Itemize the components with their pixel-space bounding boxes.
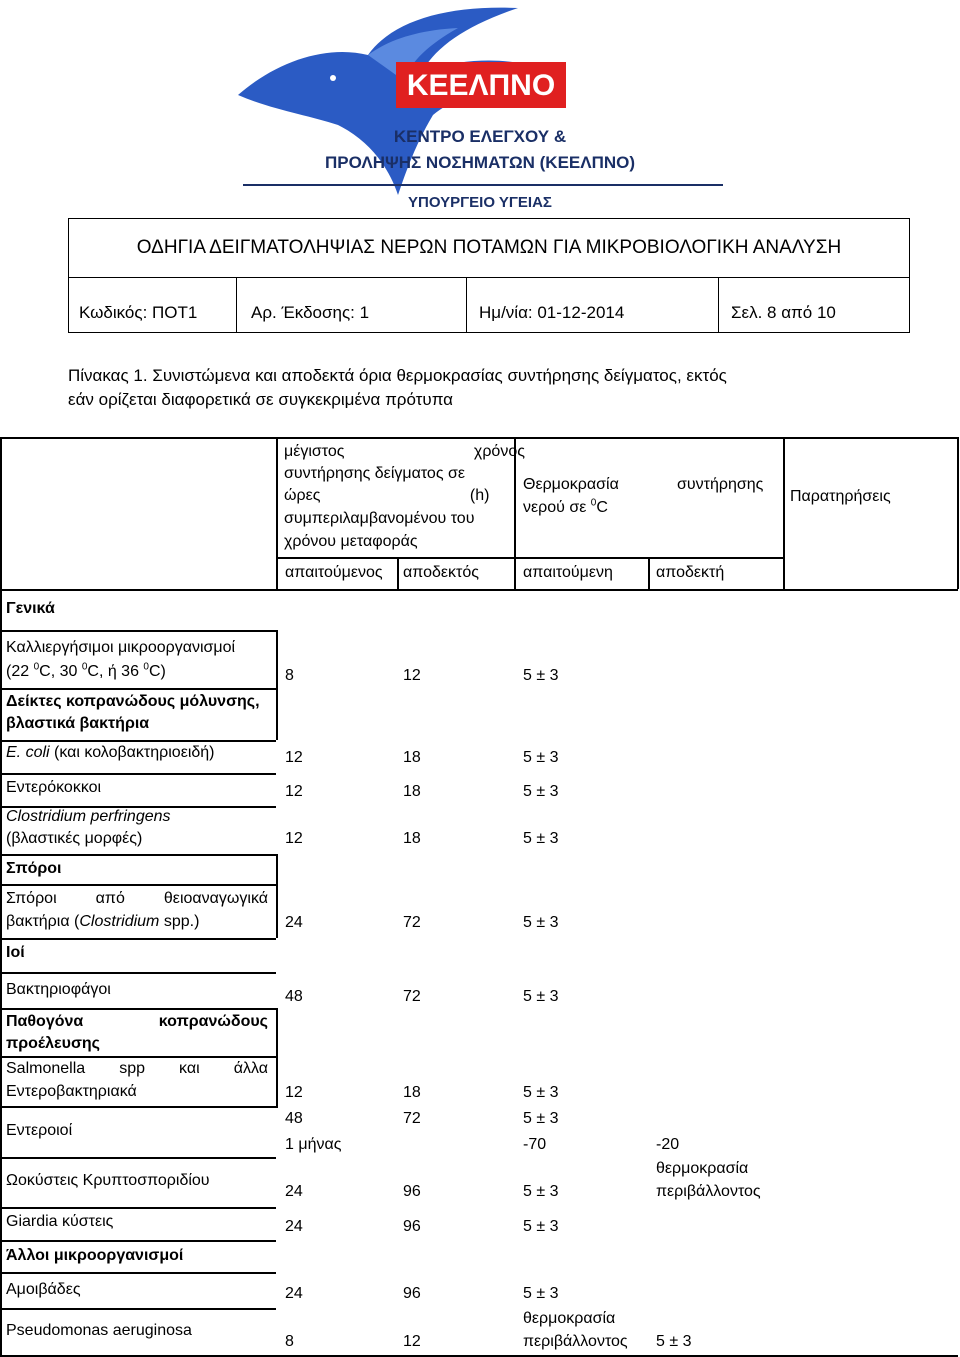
row-ecoli-label: E. coli (και κολοβακτηριοειδή) (6, 744, 215, 761)
culturable-required-temp: 5 ± 3 (523, 667, 559, 684)
row-clostridium-label-2: (βλαστικές μορφές) (6, 830, 143, 847)
document-code: Κωδικός: ΠΟΤ1 (79, 303, 198, 322)
logo-ministry: ΥΠΟΥΡΓΕΙΟ ΥΓΕΙΑΣ (408, 194, 552, 211)
ecoli-acceptable-time: 18 (403, 749, 421, 766)
section-spores: Σπόροι (6, 860, 62, 877)
row-clostridium-label: Clostridium perfringens (6, 808, 171, 825)
document-header (68, 218, 910, 333)
row-spores-label-2: βακτήρια (Clostridium spp.) (6, 913, 200, 930)
col-time-line5: χρόνου μεταφοράς (284, 533, 418, 550)
document-date: Ημ/νία: 01-12-2014 (479, 303, 625, 322)
enterococci-acceptable-time: 18 (403, 783, 421, 800)
col-temp-unit: νερού σε $^0$C (523, 497, 608, 516)
giardia-required-time: 24 (285, 1218, 303, 1235)
dove-logo-icon (218, 0, 748, 212)
phage-required-temp: 5 ± 3 (523, 988, 559, 1005)
spores-acceptable-time: 72 (403, 914, 421, 931)
oocyst-required-temp: 5 ± 3 (523, 1183, 559, 1200)
spores-required-time: 24 (285, 914, 303, 931)
row-salmonella-label: Salmonella spp και άλλα (6, 1060, 268, 1077)
page-number: Σελ. 8 από 10 (731, 303, 836, 322)
enterovirus-frozen-temp-acc: -20 (656, 1136, 680, 1153)
col-time-line4: συμπεριλαμβανομένου του (284, 510, 475, 527)
keelpno-logo (218, 0, 748, 212)
oocyst-note-2: περιβάλλοντος (656, 1183, 761, 1200)
amoeba-required-time: 24 (285, 1285, 303, 1302)
col-required-time: απαιτούμενος (285, 564, 383, 581)
ecoli-required-temp: 5 ± 3 (523, 749, 559, 766)
col-time-line1: μέγιστος χρόνος (284, 443, 525, 460)
row-salmonella-label-2: Εντεροβακτηριακά (6, 1083, 137, 1100)
document-title: ΟΔΗΓΙΑ ΔΕΙΓΜΑΤΟΛΗΨΙΑΣ ΝΕΡΩΝ ΠΟΤΑΜΩΝ ΓΙΑ ΜΙΚΡΟΒΙΟΛΟΓΙΚΗ ΑΝΑΛΥΣΗ (136, 237, 842, 258)
logo-org-line2: ΠΡΟΛΗΨΗΣ ΝΟΣΗΜΑΤΩΝ (ΚΕΕΛΠΝΟ) (324, 153, 636, 172)
col-acceptable-temp: αποδεκτή (656, 564, 725, 581)
pseudomonas-note-2: περιβάλλοντος (523, 1333, 628, 1350)
row-culturable-temps: (22 $^0$C, 30 $^0$C, ή 36 $^0$C) (6, 661, 166, 680)
enterococci-required-temp: 5 ± 3 (523, 783, 559, 800)
phage-required-time: 48 (285, 988, 303, 1005)
row-phage-label: Βακτηριοφάγοι (6, 981, 111, 998)
enterovirus-long-time: 1 μήνας (285, 1136, 342, 1153)
col-time-line2: συντήρησης δείγματος σε (284, 465, 465, 482)
oocyst-required-time: 24 (285, 1183, 303, 1200)
row-enterovirus-label: Εντεροιοί (6, 1122, 73, 1139)
culturable-acceptable-time: 12 (403, 667, 421, 684)
col-acceptable-time: αποδεκτός (403, 564, 479, 581)
ecoli-required-time: 12 (285, 749, 303, 766)
salmonella-acceptable-time: 18 (403, 1084, 421, 1101)
row-enterococci-label: Εντερόκοκκοι (6, 779, 102, 796)
enterococci-required-time: 12 (285, 783, 303, 800)
row-pseudomonas-label: Pseudomonas aeruginosa (6, 1322, 192, 1339)
row-pathogens-label: Παθογόνα κοπρανώδους (6, 1013, 268, 1030)
col-required-temp: απαιτούμενη (523, 564, 613, 581)
logo-org-line1: ΚΕΝΤΡΟ ΕΛΕΓΧΟΥ & (393, 127, 567, 146)
logo-brand: ΚΕΕΛΠΝΟ (406, 69, 556, 102)
edition-number: Αρ. Έκδοσης: 1 (251, 303, 370, 322)
enterovirus-required-temp: 5 ± 3 (523, 1110, 559, 1127)
table-caption-line2: εάν ορίζεται διαφορετικά σε συγκεκριμένα πρότυπα (68, 390, 454, 409)
giardia-required-temp: 5 ± 3 (523, 1218, 559, 1235)
enterovirus-required-time: 48 (285, 1110, 303, 1127)
section-general: Γενικά (6, 600, 55, 617)
spores-required-temp: 5 ± 3 (523, 914, 559, 931)
col-notes: Παρατηρήσεις (790, 488, 891, 505)
oocyst-note: θερμοκρασία (656, 1160, 749, 1177)
pseudomonas-required-time: 8 (285, 1333, 294, 1350)
culturable-required-time: 8 (285, 667, 294, 684)
row-oocyst-label: Ωοκύστεις Κρυπτοσποριδίου (6, 1172, 210, 1189)
pseudomonas-acceptable-temp: 5 ± 3 (656, 1333, 692, 1350)
col-time-line3: ώρες (h) (284, 487, 490, 504)
phage-acceptable-time: 72 (403, 988, 421, 1005)
col-temp-label-2: συντήρησης (677, 476, 764, 493)
table-caption-line1: Πίνακας 1. Συνιστώμενα και αποδεκτά όρια θερμοκρασίας συντήρησης δείγματος, εκτός (68, 366, 727, 385)
row-spores-label: Σπόροι από θειοαναγωγικά (6, 890, 268, 907)
row-fecal-indicators: Δείκτες κοπρανώδους μόλυνσης, (6, 693, 260, 710)
oocyst-acceptable-time: 96 (403, 1183, 421, 1200)
enterovirus-acceptable-time: 72 (403, 1110, 421, 1127)
row-pathogens-label-2: προέλευσης (6, 1035, 100, 1052)
enterovirus-frozen-temp: -70 (523, 1136, 547, 1153)
pseudomonas-note: θερμοκρασία (523, 1310, 616, 1327)
clostridium-required-time: 12 (285, 830, 303, 847)
clostridium-required-temp: 5 ± 3 (523, 830, 559, 847)
section-other: Άλλοι μικροοργανισμοί (6, 1247, 184, 1264)
giardia-acceptable-time: 96 (403, 1218, 421, 1235)
row-fecal-indicators-2: βλαστικά βακτήρια (6, 715, 150, 732)
col-temp-label: Θερμοκρασία (523, 476, 619, 493)
salmonella-required-time: 12 (285, 1084, 303, 1101)
clostridium-acceptable-time: 18 (403, 830, 421, 847)
pseudomonas-acceptable-time: 12 (403, 1333, 421, 1350)
amoeba-acceptable-time: 96 (403, 1285, 421, 1302)
salmonella-required-temp: 5 ± 3 (523, 1084, 559, 1101)
amoeba-required-temp: 5 ± 3 (523, 1285, 559, 1302)
row-giardia-label: Giardia κύστεις (6, 1213, 114, 1230)
row-culturable-label: Καλλιεργήσιμοι μικροοργανισμοί (6, 639, 236, 656)
section-viruses: Ιοί (6, 944, 25, 961)
row-amoeba-label: Αμοιβάδες (6, 1281, 81, 1298)
